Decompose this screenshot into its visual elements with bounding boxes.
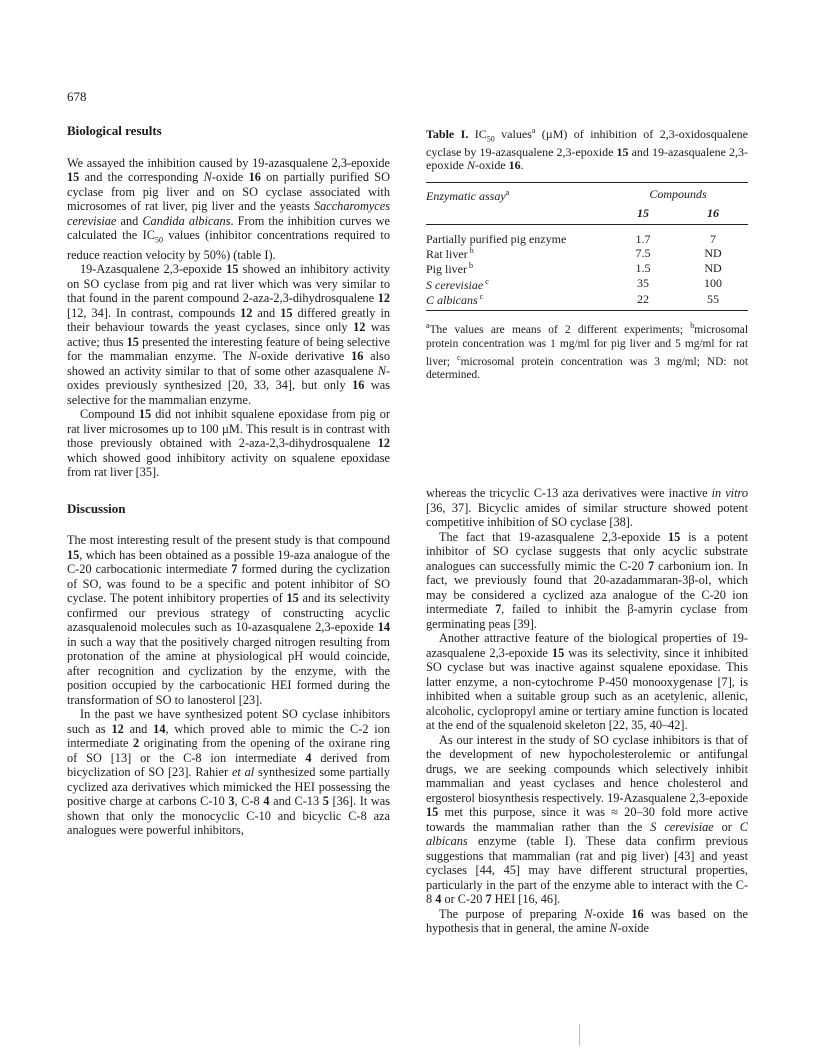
table-cell-value-15: 1.7	[635, 231, 651, 246]
table-row	[426, 276, 748, 291]
table-cell-assay: C albicans $^c$	[426, 291, 608, 311]
body-paragraph: whereas the tricyclic C-13 aza derivatives were inactive in vitro [36, 37]. Bicyclic amides of similar structure showed potent competitive inhibition of SO cyclase [38].	[426, 486, 748, 529]
table-row	[426, 245, 748, 260]
table-cell-value-16: 100	[704, 276, 722, 291]
table-1	[426, 124, 748, 383]
table-cell-value-16: ND	[704, 260, 722, 275]
body-paragraph: The most interesting result of the present study is that compound 15, which has been obtained as a possible 19-aza analogue of the C-20 carbocationic intermediate 7 formed during the cyclization of SO, was found to be a specific and potent inhibitor of SO cyclase. The potent inhibitory properties of 15 and its selectivity confirmed our previous strategy of constructing acyclic azasqualenoid molecules such as 10-azasqualene 2,3-epoxide 14 in such a way that the positively charged nitrogen resulting from protonation of the amine at physiological pH would coincide, after recognition and cyclization by the enzyme, with the position occupied by the carbocationic HEI formed during the transformation of SO to lanosterol [23].	[67, 533, 391, 707]
body-paragraph: Another attractive feature of the biological properties of 19-azasqualene 2,3-epoxide 15 was its selectivity, since it inhibited SO cyclase but was inactive against squalene epoxidase. This latter enzyme, a non-cytochrome P-450 monooxygenase [7], is inhibited when a suitable group such as an acetylenic, allenic, alcoholic, cyclopropyl amine or tertiary amine function is located at the end of the squalenoid skeleton [22, 35, 40–42].	[426, 631, 748, 732]
body-paragraph: 19-Azasqualene 2,3-epoxide 15 showed an inhibitory activity on SO cyclase from pig and rat liver which was very similar to that found in the parent compound 2-aza-2,3-dihydrosqualene 12 [12, 34]. In contrast, compounds 12 and 15 differed greatly in their behaviour towards the yeast cyclases, since only 12 was active; thus 15 presented the interesting feature of being selective for the mammalian enzyme. The N-oxide derivative 16 also showed an activity similar to that of some other azasqualene N-oxides previously synthesized [20, 33, 34], but only 16 was selective for the mammalian enzyme.	[67, 262, 391, 407]
left-column	[67, 124, 390, 838]
table-cell-value-16: ND	[704, 245, 722, 260]
table-row	[426, 260, 748, 275]
table-row	[426, 224, 748, 245]
table-header-compounds: Compounds	[649, 186, 707, 201]
body-paragraph: We assayed the inhibition caused by 19-azasqualene 2,3-epoxide 15 and the corresponding N-oxide 16 on partially purified SO cyclase from pig liver and on SO cyclase associated with microsomes of rat liver, pig liver and the yeasts Saccharomyces cerevisiae and Candida albicans. From the inhibition curves we calculated the $IC_{50}$ values (inhibitor concentrations required to reduce reaction velocity by 50%) (table I).	[67, 155, 391, 262]
body-paragraph: As our interest in the study of SO cyclase inhibitors is that of the development of new hypocholesterolemic or antifungal drugs, we are seeking compounds which selectively inhibit mammalian and yeast cyclases and hence cholesterol and ergosterol biosynthesis respectively. 19-Azasqualene 2,3-epoxide 15 met this purpose, since it was ≈ 20–30 fold more active towards the mammalian rather than the S cerevisiae or C albicans enzyme (table I). These data confirm previous suggestions that mammalian (rat and pig liver) [43] and yeast cyclases [44, 45] may have different structural properties, particularly in the part of the enzyme able to interact with the C-8 4 or C-20 7 HEI [16, 46].	[426, 732, 748, 906]
page-number: 678	[67, 89, 87, 104]
table-footnote: $^a$The values are means of 2 different experiments; $^b$microsomal protein concentration was 1 mg/ml for pig liver and 5 mg/ml for rat liver; $^c$microsomal protein concentration was 3 mg/ml; ND: not determined.	[426, 321, 749, 382]
table-cell-assay: Partially purified pig enzyme	[426, 231, 567, 246]
table-cell-assay: Pig liver $^b$	[426, 261, 473, 277]
table-cell-assay: S cerevisiae $^c$	[426, 276, 489, 292]
table-cell-value-15: 7.5	[635, 245, 651, 260]
table-row	[426, 291, 748, 311]
body-paragraph: In the past we have synthesized potent SO cyclase inhibitors such as 12 and 14, which proved able to mimic the C-2 ion intermediate 2 originating from the opening of the oxirane ring of SO [13] or the C-8 ion intermediate 4 derived from bicyclization of SO [23]. Rahier et al synthesized some partially cyclized aza derivatives which mimicked the HEI possessing the positive charge at carbons C-10 3, C-8 4 and C-13 5 [36]. It was shown that only the monocyclic C-10 and bicyclic C-8 aza analogues were powerful inhibitors,	[67, 707, 391, 838]
table-header-assay: Enzymatic assay$^a$	[426, 187, 510, 203]
table-subheader-16: 16	[678, 205, 748, 224]
table-cell-assay: Rat liver $^b$	[426, 246, 474, 262]
table-cell-value-16: 55	[678, 291, 748, 311]
table-cell-value-15: 22	[608, 291, 678, 311]
table-cell-value-15: 1.5	[635, 260, 651, 275]
table-caption: Table I. $IC_{50}$ values$^a$ (µM) of inhibition of 2,3-oxidosqualene cyclase by 19-azasqualene 2,3-epoxide 15 and 19-azasqualene 2,3-epoxide N-oxide 16.	[426, 126, 749, 173]
table-cell-value-15: 35	[637, 276, 649, 291]
table-subheader-15: 15	[608, 205, 678, 224]
body-paragraph: Compound 15 did not inhibit squalene epoxidase from pig or rat liver microsomes up to 100 µM. This result is in contrast with those previously obtained with 2-aza-2,3-dihydrosqualene 12 which showed good inhibitory activity on squalene epoxidase from rat liver [35].	[67, 407, 391, 480]
ic50-table	[426, 182, 748, 311]
scan-mark	[579, 1024, 580, 1046]
body-paragraph: The fact that 19-azasqualene 2,3-epoxide 15 is a potent inhibitor of SO cyclase suggests that only acyclic substrate analogues can successfully mimic the C-20 7 carbonium ion. In fact, we previously found that 20-azadammaran-3β-ol, which may be considered a cyclized aza analogue of the C-20 ion intermediate 7, failed to inhibit the β-amyrin cyclase from germinating peas [39].	[426, 529, 748, 631]
table-cell-value-16: 7	[710, 231, 716, 246]
right-column	[426, 486, 748, 936]
section-heading-discussion: Discussion	[67, 500, 126, 516]
section-heading-biological-results: Biological results	[67, 123, 162, 138]
body-paragraph: The purpose of preparing N-oxide 16 was based on the hypothesis that in general, the amine N-oxide	[426, 906, 748, 935]
